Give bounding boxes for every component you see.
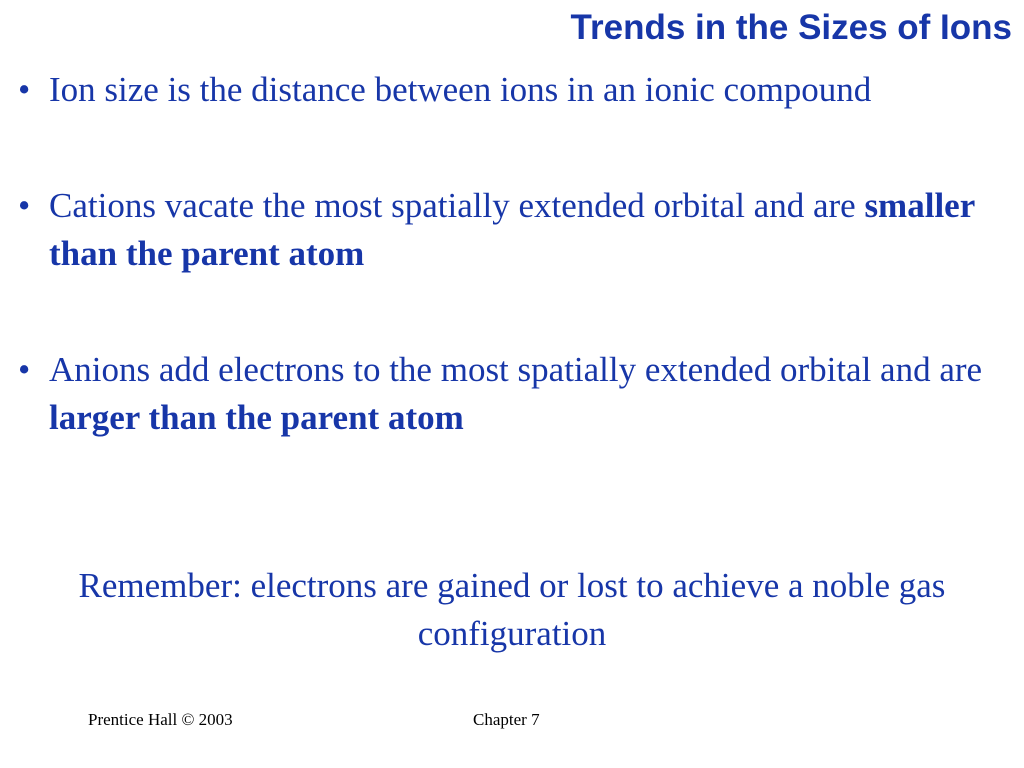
bullet-text: Anions add electrons to the most spatially extended orbital and are	[49, 350, 983, 389]
bullet-item-cations	[18, 182, 1008, 278]
bullet-item-anions	[18, 346, 1008, 442]
bullet-text: Cations vacate the most spatially extended orbital and are	[49, 186, 865, 225]
bullet-item-ion-size	[18, 66, 1008, 114]
bullet-marker: •	[18, 186, 31, 225]
bullet-emphasis: larger than the parent atom	[49, 398, 464, 437]
footer-copyright: Prentice Hall © 2003	[88, 710, 233, 729]
bullet-marker: •	[18, 70, 31, 109]
slide-title: Trends in the Sizes of Ions	[570, 8, 1012, 47]
footer-chapter: Chapter 7	[473, 710, 540, 729]
bullet-list	[18, 66, 1008, 510]
bullet-marker: •	[18, 350, 31, 389]
bullet-emphasis: smaller than the parent atom	[49, 186, 975, 273]
remember-note: Remember: electrons are gained or lost to achieve a noble gas configuration	[78, 566, 946, 653]
bullet-text: Ion size is the distance between ions in an ionic compound	[49, 70, 872, 109]
